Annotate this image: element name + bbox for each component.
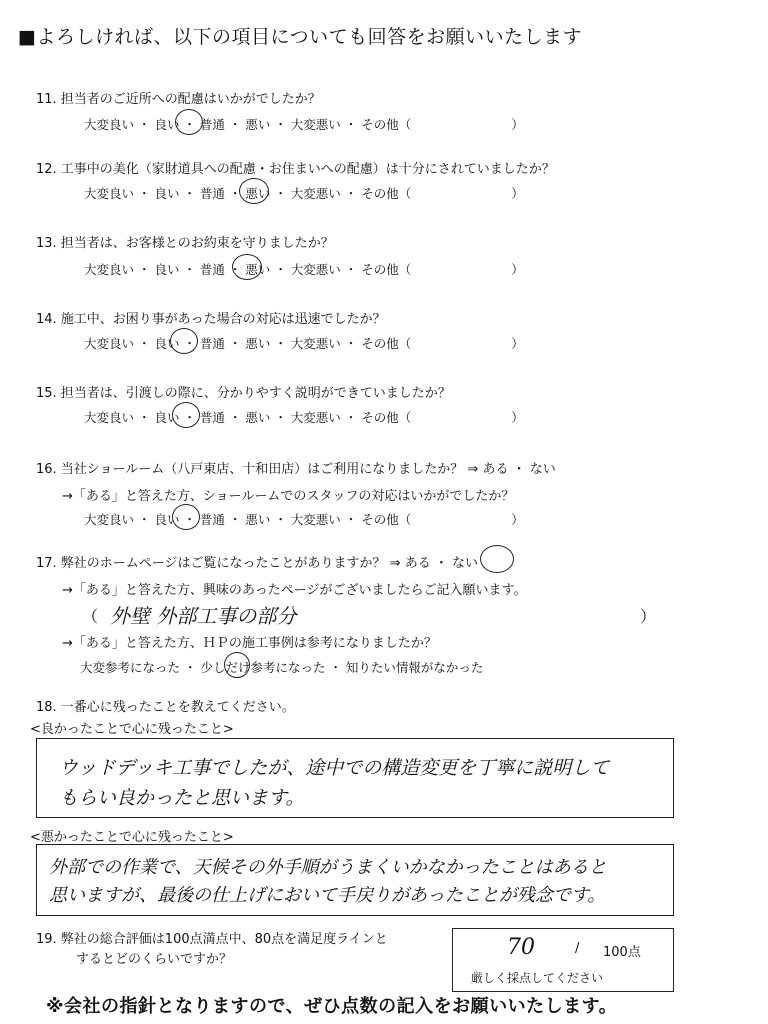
question-19-line-2: するとどのくらいですか？ bbox=[76, 952, 233, 967]
answer-circle-11 bbox=[175, 109, 203, 135]
bad-label: <悪かったことで心に残ったこと> bbox=[30, 830, 234, 845]
options-11: 大変良い ・ 良い ・ 普通 ・ 悪い ・ 大変悪い ・ その他（ ） bbox=[84, 117, 524, 132]
question-18: 18. 一番心に残ったことを教えてください。 bbox=[36, 700, 295, 715]
question-17: 17. 弊社のホームページはご覧になったことがありますか？ ⇒ ある ・ ない bbox=[36, 556, 478, 571]
options-16: 大変良い ・ 良い ・ 普通 ・ 悪い ・ 大変悪い ・ その他（ ） bbox=[84, 512, 524, 527]
followup-17b: →「ある」と答えた方、ＨＰの施工事例は参考になりましたか？ bbox=[62, 636, 437, 651]
paren-close-17: ） bbox=[640, 607, 657, 626]
options-14: 大変良い ・ 良い ・ 普通 ・ 悪い ・ 大変悪い ・ その他（ ） bbox=[84, 336, 524, 351]
question-12: 12. 工事中の美化（家財道具への配慮・お住まいへの配慮）は十分にされていましたか？ bbox=[36, 162, 555, 177]
answer-circle-13 bbox=[232, 254, 262, 280]
page-header: ■よろしければ、以下の項目についても回答をお願いいたします bbox=[18, 26, 583, 48]
score-box bbox=[452, 928, 674, 992]
question-14: 14. 施工中、お困り事があった場合の対応は迅速でしたか？ bbox=[36, 312, 386, 327]
answer-circle-17 bbox=[480, 545, 514, 573]
good-comment-box bbox=[36, 738, 674, 818]
answer-circle-14 bbox=[170, 328, 198, 354]
handwritten-page-answer: 外壁 外部工事の部分 bbox=[110, 604, 297, 628]
options-17: 大変参考になった ・ 少しだけ参考になった ・ 知りたい情報がなかった bbox=[80, 660, 484, 675]
page-footer: ※会社の指針となりますので、ぜひ点数の記入をお願いいたします。 bbox=[46, 996, 618, 1017]
answer-circle-16 bbox=[172, 504, 200, 530]
bad-comment-line-1: 外部での作業で、天候その外手順がうまくいかなかったことはあると bbox=[49, 857, 607, 878]
followup-17a: →「ある」と答えた方、興味のあったページがございましたらご記入願います。 bbox=[62, 583, 527, 598]
answer-circle-12 bbox=[239, 178, 269, 204]
paren-open-17: （ bbox=[82, 607, 99, 626]
score-note: 厳しく採点してください bbox=[471, 971, 604, 985]
score-max: 100点 bbox=[603, 945, 641, 960]
bad-comment-box bbox=[36, 844, 674, 916]
score-value: 70 bbox=[507, 935, 535, 960]
question-13: 13. 担当者は、お客様とのお約束を守りましたか？ bbox=[36, 236, 334, 251]
bad-comment-line-2: 思いますが、最後の仕上げにおいて手戻りがあったことが残念です。 bbox=[49, 885, 606, 906]
good-comment-line-1: ウッドデッキ工事でしたが、途中での構造変更を丁寧に説明して bbox=[59, 757, 610, 779]
answer-circle-17b bbox=[224, 652, 250, 678]
question-19-line-1: 19. 弊社の総合評価は100点満点中、80点を満足度ラインと bbox=[36, 932, 388, 947]
options-12: 大変良い ・ 良い ・ 普通 ・ 悪い ・ 大変悪い ・ その他（ ） bbox=[84, 186, 524, 201]
score-slash: / bbox=[575, 941, 580, 956]
good-comment-line-2: もらい良かったと思います。 bbox=[59, 787, 305, 809]
options-15: 大変良い ・ 良い ・ 普通 ・ 悪い ・ 大変悪い ・ その他（ ） bbox=[84, 410, 524, 425]
options-13: 大変良い ・ 良い ・ 普通 ・ 悪い ・ 大変悪い ・ その他（ ） bbox=[84, 262, 524, 277]
followup-16: →「ある」と答えた方、ショールームでのスタッフの対応はいかがでしたか？ bbox=[62, 489, 515, 504]
answer-circle-15 bbox=[172, 402, 200, 428]
question-16: 16. 当社ショールーム（八戸東店、十和田店）はご利用になりましたか？ ⇒ ある ・ ない bbox=[36, 462, 556, 477]
question-11: 11. 担当者のご近所への配慮はいかがでしたか？ bbox=[36, 92, 321, 107]
question-15: 15. 担当者は、引渡しの際に、分かりやすく説明ができていましたか？ bbox=[36, 386, 451, 401]
good-label: <良かったことで心に残ったこと> bbox=[30, 722, 234, 737]
